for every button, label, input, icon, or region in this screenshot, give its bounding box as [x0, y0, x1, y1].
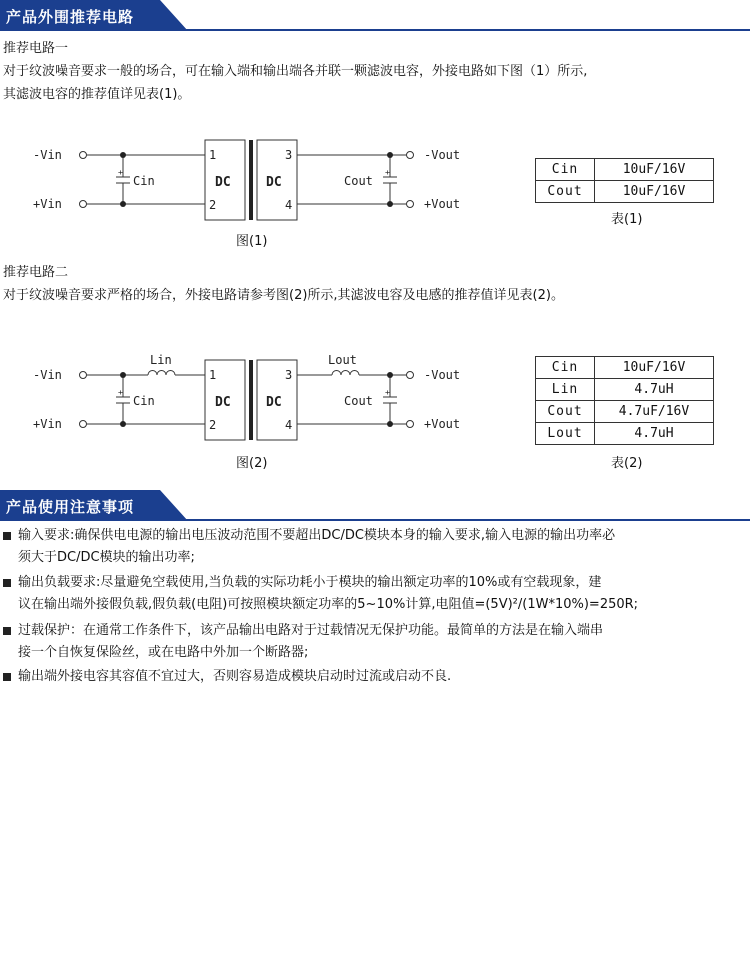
bullet-icon	[3, 579, 11, 587]
table-key: Cin	[536, 159, 595, 181]
circuit1-diagram	[0, 130, 480, 230]
table2	[535, 356, 714, 445]
bullet-icon	[3, 673, 11, 681]
label-vin-neg: -Vin	[33, 368, 62, 382]
transformer-core	[249, 140, 253, 220]
pin-2: 2	[209, 198, 217, 212]
label-vin-neg: -Vin	[33, 148, 62, 162]
note-3	[18, 620, 748, 664]
terminal-vout-pos	[407, 201, 414, 208]
circuit1-desc-line2: 其滤波电容的推荐值详见表(1)。	[3, 87, 191, 102]
table-value: 4.7uF/16V	[595, 401, 714, 423]
dc-left-label: DC	[215, 395, 231, 410]
table-key: Lout	[536, 423, 595, 445]
table-value: 10uF/16V	[595, 159, 714, 181]
section-header-circuit	[0, 0, 750, 31]
header-rule	[0, 519, 750, 521]
svg-text:+: +	[385, 168, 390, 177]
label-vout-pos: +Vout	[424, 417, 461, 431]
label-lin: Lin	[150, 353, 172, 367]
note-4	[18, 666, 748, 688]
pin-4: 4	[285, 418, 293, 432]
pin-4: 4	[285, 198, 293, 212]
terminal-vin-pos	[80, 201, 87, 208]
label-lout: Lout	[328, 353, 357, 367]
table-value: 10uF/16V	[595, 357, 714, 379]
dc-right-label: DC	[266, 175, 282, 190]
table-row	[536, 181, 714, 203]
svg-text:+: +	[118, 388, 123, 397]
svg-text:+: +	[118, 168, 123, 177]
table-row	[536, 159, 714, 181]
label-vout-pos: +Vout	[424, 197, 461, 211]
circuit2-diagram	[0, 350, 480, 450]
inductor-lout	[332, 371, 359, 376]
note-2	[18, 572, 748, 616]
label-vout-neg: -Vout	[424, 368, 461, 382]
circuit1-heading: 推荐电路一	[3, 41, 69, 56]
bullet-icon	[3, 532, 11, 540]
svg-text:+: +	[385, 388, 390, 397]
inductor-lin	[148, 371, 175, 376]
section-title: 产品使用注意事项	[6, 498, 135, 516]
section-title: 产品外围推荐电路	[6, 8, 135, 26]
table1-caption: 表(1)	[611, 212, 643, 227]
dc-right-label: DC	[266, 395, 282, 410]
note-line: 输出负载要求:尽量避免空载使用,当负载的实际功耗小于模块的输出额定功率的10%或有空载现象，建	[18, 575, 602, 590]
note-line: 议在输出端外接假负载,假负载(电阻)可按照模块额定功率的5~10%计算,电阻值=(5V)²/(1W*10%)=250R;	[18, 597, 639, 612]
note-line: 输入要求:确保供电电源的输出电压波动范围不要超出DC/DC模块本身的输入要求,输入电源的输出功率必	[18, 528, 616, 543]
note-line: 须大于DC/DC模块的输出功率;	[18, 550, 195, 565]
dc-left-label: DC	[215, 175, 231, 190]
label-cin: Cin	[133, 394, 155, 408]
figure1-caption: 图(1)	[236, 234, 268, 249]
table-key: Cout	[536, 181, 595, 203]
label-vout-neg: -Vout	[424, 148, 461, 162]
note-1	[18, 525, 748, 569]
note-line: 过载保护：在通常工作条件下，该产品输出电路对于过载情况无保护功能。最简单的方法是在输入端串	[18, 623, 604, 638]
table-key: Cout	[536, 401, 595, 423]
label-cout: Cout	[344, 394, 373, 408]
table2-caption: 表(2)	[611, 456, 643, 471]
table-row	[536, 423, 714, 445]
pin-3: 3	[285, 368, 293, 382]
circuit1-desc-line1: 对于纹波噪音要求一般的场合，可在输入端和输出端各并联一颗滤波电容，外接电路如下图（1）所示,	[3, 64, 588, 79]
label-cout: Cout	[344, 174, 373, 188]
circuit2-heading: 推荐电路二	[3, 265, 69, 280]
table-value: 10uF/16V	[595, 181, 714, 203]
pin-2: 2	[209, 418, 217, 432]
terminal-vin-neg	[80, 152, 87, 159]
header-tab	[0, 0, 188, 31]
table-row	[536, 401, 714, 423]
bullet-icon	[3, 627, 11, 635]
figure2-caption: 图(2)	[236, 456, 268, 471]
table-value: 4.7uH	[595, 423, 714, 445]
note-line: 接一个自恢复保险丝，或在电路中外加一个断路器;	[18, 645, 309, 660]
table-value: 4.7uH	[595, 379, 714, 401]
table-row	[536, 357, 714, 379]
label-cin: Cin	[133, 174, 155, 188]
circuit2-desc-line1: 对于纹波噪音要求严格的场合，外接电路请参考图(2)所示,其滤波电容及电感的推荐值详见表(2)。	[3, 288, 564, 303]
pin-1: 1	[209, 368, 217, 382]
header-rule	[0, 29, 750, 31]
label-vin-pos: +Vin	[33, 417, 62, 431]
section-header-notes	[0, 490, 750, 521]
table-key: Cin	[536, 357, 595, 379]
pin-3: 3	[285, 148, 293, 162]
label-vin-pos: +Vin	[33, 197, 62, 211]
terminal-vout-neg	[407, 152, 414, 159]
table-key: Lin	[536, 379, 595, 401]
table-row	[536, 379, 714, 401]
note-line: 输出端外接电容其容值不宜过大，否则容易造成模块启动时过流或启动不良.	[18, 669, 452, 684]
header-tab	[0, 490, 188, 521]
pin-1: 1	[209, 148, 217, 162]
table1	[535, 158, 714, 203]
